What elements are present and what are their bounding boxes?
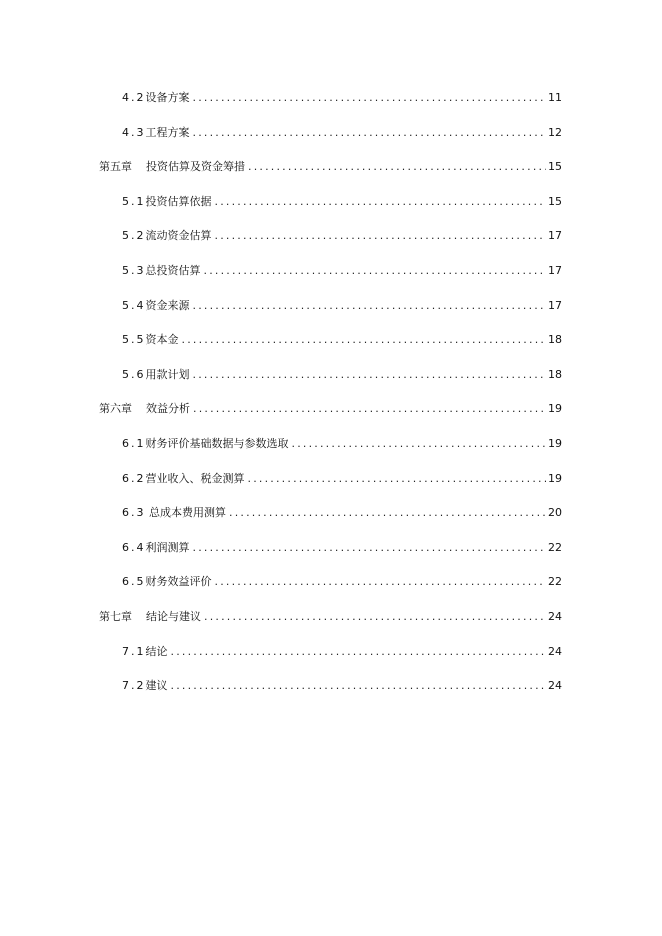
toc-dot-leader [248, 157, 546, 177]
toc-entry-title: 财务效益评价 [145, 575, 212, 589]
table-of-contents [99, 88, 562, 711]
toc-entry-chapter-5[interactable] [99, 157, 562, 192]
toc-chapter-title: 效益分析 [146, 402, 190, 416]
toc-entry-number: 5.5 [122, 333, 146, 347]
toc-dot-leader [204, 607, 546, 627]
toc-page-number: 18 [548, 333, 562, 347]
toc-entry-chapter-7[interactable] [99, 607, 562, 642]
toc-entry-number: 6.5 [122, 575, 146, 589]
toc-chapter-title: 结论与建议 [146, 609, 201, 623]
toc-entry-title: 总成本费用测算 [145, 506, 226, 520]
toc-entry-4-3[interactable] [99, 123, 562, 158]
toc-dot-leader [193, 538, 547, 558]
toc-entry-6-3[interactable] [99, 503, 562, 538]
toc-dot-leader [248, 469, 547, 489]
toc-entry-title: 建议 [145, 679, 168, 693]
toc-entry-number: 7.2 [122, 679, 146, 693]
toc-page-number: 19 [548, 436, 562, 450]
toc-dot-leader [193, 296, 547, 316]
toc-entry-title: 流动资金估算 [145, 229, 212, 243]
toc-chapter-number: 第五章 [99, 160, 132, 174]
toc-page-number: 24 [548, 644, 562, 658]
toc-page-number: 11 [548, 91, 562, 104]
toc-chapter-number: 第七章 [99, 609, 132, 623]
toc-entry-5-4[interactable] [99, 296, 562, 331]
toc-page-number: 19 [548, 471, 562, 485]
toc-dot-leader [215, 226, 547, 246]
toc-page-number: 18 [548, 367, 562, 381]
toc-entry-title: 设备方案 [145, 91, 190, 104]
toc-entry-title: 利润测算 [145, 540, 190, 554]
toc-entry-6-5[interactable] [99, 572, 562, 607]
toc-entry-chapter-6[interactable] [99, 399, 562, 434]
toc-entry-title: 总投资估算 [145, 263, 201, 277]
toc-page-number: 24 [548, 609, 562, 623]
toc-dot-leader [171, 642, 547, 662]
toc-entry-number: 5.4 [122, 298, 146, 312]
toc-dot-leader [193, 123, 547, 143]
toc-dot-leader [182, 330, 547, 350]
toc-entry-5-5[interactable] [99, 330, 562, 365]
toc-entry-5-2[interactable] [99, 226, 562, 261]
toc-entry-title: 营业收入、税金测算 [145, 471, 245, 485]
toc-entry-4-2[interactable] [99, 88, 562, 123]
toc-entry-title: 资本金 [145, 333, 179, 347]
toc-entry-number: 6.2 [122, 471, 146, 485]
toc-entry-number: 7.1 [122, 644, 146, 658]
toc-entry-7-2[interactable] [99, 676, 562, 711]
toc-dot-leader [193, 88, 547, 108]
toc-entry-number: 5.6 [122, 367, 146, 381]
toc-page-number: 20 [548, 506, 562, 520]
toc-page-number: 17 [548, 229, 562, 243]
toc-entry-6-2[interactable] [99, 469, 562, 504]
toc-entry-number: 5.3 [122, 263, 146, 277]
toc-page-number: 15 [548, 160, 562, 174]
toc-page-number: 17 [548, 298, 562, 312]
toc-page-number: 22 [548, 575, 562, 589]
toc-page-number: 17 [548, 263, 562, 277]
toc-page-number: 15 [548, 194, 562, 208]
toc-entry-number: 6.3 [122, 506, 146, 520]
toc-entry-title: 财务评价基础数据与参数选取 [145, 436, 289, 450]
toc-entry-number: 4.3 [122, 125, 146, 139]
toc-dot-leader [215, 572, 547, 592]
toc-dot-leader [171, 676, 547, 696]
toc-entry-title: 结论 [145, 644, 168, 658]
toc-dot-leader [229, 503, 546, 523]
toc-entry-5-6[interactable] [99, 365, 562, 400]
toc-chapter-title: 投资估算及资金筹措 [146, 160, 245, 174]
toc-entry-title: 工程方案 [145, 125, 190, 139]
toc-dot-leader [204, 261, 547, 281]
toc-entry-title: 投资估算依据 [145, 194, 212, 208]
toc-entry-title: 资金来源 [145, 298, 190, 312]
toc-entry-number: 6.1 [122, 436, 146, 450]
toc-entry-6-1[interactable] [99, 434, 562, 469]
toc-entry-number: 6.4 [122, 540, 146, 554]
toc-entry-5-3[interactable] [99, 261, 562, 296]
toc-page-number: 12 [548, 125, 562, 139]
toc-dot-leader [193, 365, 547, 385]
toc-entry-title: 用款计划 [145, 367, 190, 381]
toc-page-number: 24 [548, 679, 562, 693]
toc-entry-7-1[interactable] [99, 642, 562, 677]
toc-chapter-number: 第六章 [99, 402, 132, 416]
toc-dot-leader [292, 434, 547, 454]
toc-dot-leader [193, 399, 546, 419]
toc-entry-number: 5.1 [122, 194, 146, 208]
toc-entry-5-1[interactable] [99, 192, 562, 227]
toc-entry-number: 4.2 [122, 91, 146, 104]
toc-page-number: 19 [548, 402, 562, 416]
toc-dot-leader [215, 192, 547, 212]
toc-entry-number: 5.2 [122, 229, 146, 243]
toc-page-number: 22 [548, 540, 562, 554]
toc-entry-6-4[interactable] [99, 538, 562, 573]
